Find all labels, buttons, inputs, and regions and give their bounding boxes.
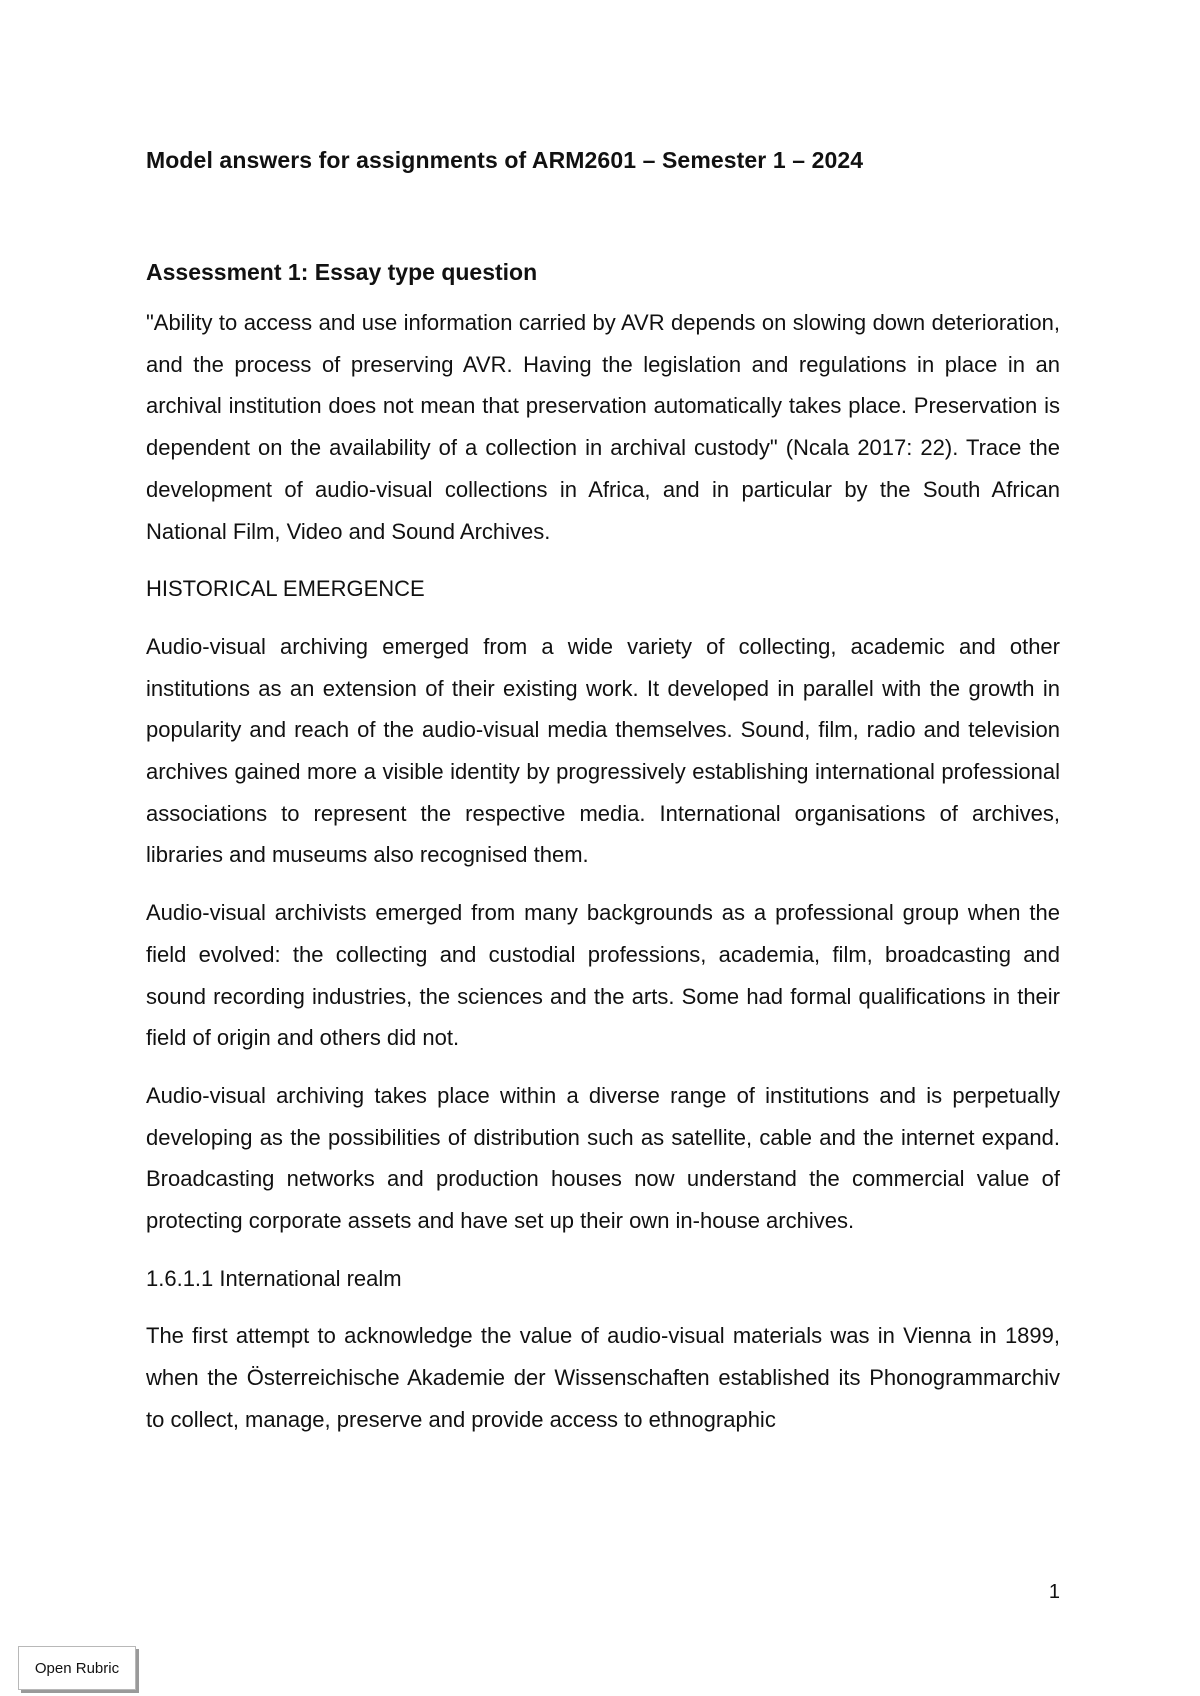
body-paragraph-1: Audio-visual archiving emerged from a wide variety of collecting, academic and other institutions as an extension of their existing work. It developed in parallel with the growth in popularity and reach of the audio-visual media themselves. Sound, film, radio and television archives gained more a visible identity by progressively establishing international professional associations to represent the respective media. International organisations of archives, libraries and museums also recognised them. xyxy=(146,633,1060,868)
page-number: 1 xyxy=(1048,1581,1060,1603)
body-paragraph-3: Audio-visual archiving takes place within a diverse range of institutions and is perpetually developing as the possibilities of distribution such as satellite, cable and the internet expand. Broadcasting networks and production houses now understand the commercial value of protecting corporate assets and have set up their own in-house archives. xyxy=(146,1082,1060,1234)
open-rubric-button[interactable]: Open Rubric xyxy=(18,1646,136,1690)
question-paragraph: "Ability to access and use information carried by AVR depends on slowing down deterioration, and the process of preserving AVR. Having the legislation and regulations in place in an archival institution does not mean that preservation automatically takes place. Preservation is dependent on the availability of a collection in archival custody" (Ncala 2017: 22). Trace the development of audio-visual collections in Africa, and in particular by the South African National Film, Video and Sound Archives. xyxy=(146,310,1060,544)
document-title: Model answers for assignments of ARM2601 – Semester 1 – 2024 xyxy=(146,147,864,173)
historical-emergence-heading: HISTORICAL EMERGENCE xyxy=(146,576,425,602)
assessment-heading: Assessment 1: Essay type question xyxy=(146,259,538,285)
final-paragraph: The first attempt to acknowledge the value of audio-visual materials was in Vienna in 1899, when the Österreichische Akademie der Wissenschaften established its Phonogrammarchiv to collect, manage, preserve and provide access to ethnographic xyxy=(146,1323,1060,1432)
body-paragraph-2: Audio-visual archivists emerged from many backgrounds as a professional group when the field evolved: the collecting and custodial professions, academia, film, broadcasting and sound recording industries, the sciences and the arts. Some had formal qualifications in their field of origin and others did not. xyxy=(146,900,1060,1051)
document-body xyxy=(146,140,1060,1457)
subsection-heading: 1.6.1.1 International realm xyxy=(146,1265,402,1291)
